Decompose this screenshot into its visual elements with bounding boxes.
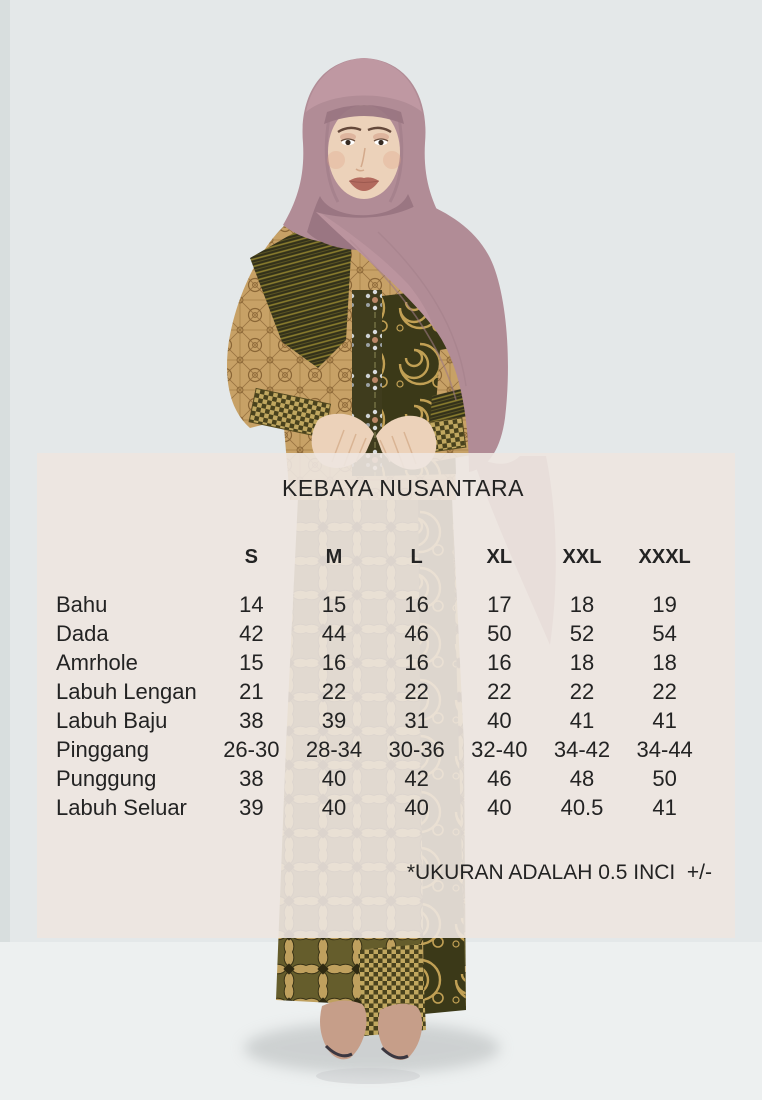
size-value: 16 <box>321 649 347 675</box>
size-value: 40 <box>404 794 429 820</box>
measurement-label: Labuh Baju <box>56 707 168 733</box>
size-value: 39 <box>321 707 347 733</box>
size-value: 16 <box>404 591 429 617</box>
size-value: 16 <box>404 649 429 675</box>
measurement-label: Amrhole <box>56 649 138 675</box>
column-header: L <box>410 546 423 568</box>
size-value: 16 <box>487 649 512 675</box>
size-value: 17 <box>487 591 512 617</box>
size-value: 22 <box>487 678 512 704</box>
size-value: 41 <box>652 707 677 733</box>
size-value: 40 <box>487 707 512 733</box>
size-value: 22 <box>652 678 677 704</box>
size-value: 40 <box>321 794 347 820</box>
size-value: 52 <box>569 620 595 646</box>
size-value: 39 <box>239 794 264 820</box>
column-header: XXL <box>562 546 602 568</box>
size-value: 19 <box>652 591 677 617</box>
size-value: 41 <box>652 794 677 820</box>
size-value: 21 <box>239 678 264 704</box>
size-value: 22 <box>321 678 347 704</box>
size-value: 15 <box>239 649 264 675</box>
size-value: 18 <box>569 591 595 617</box>
size-value: 44 <box>321 620 347 646</box>
size-value: 31 <box>404 707 429 733</box>
size-value: 14 <box>239 591 264 617</box>
size-table-header <box>40 543 706 572</box>
size-value: 15 <box>321 591 347 617</box>
size-value: 34-42 <box>553 736 611 762</box>
size-value: 38 <box>239 707 264 733</box>
size-value: 18 <box>652 649 677 675</box>
size-value: 38 <box>239 765 264 791</box>
column-header: XXXL <box>638 546 691 568</box>
size-value: 54 <box>652 620 677 646</box>
measurement-label: Bahu <box>56 591 108 617</box>
size-value: 34-44 <box>636 736 693 762</box>
column-header: M <box>325 546 343 568</box>
column-header: S <box>244 546 258 568</box>
size-value: 32-40 <box>471 736 528 762</box>
measurement-label: Punggung <box>56 765 157 791</box>
size-value: 50 <box>487 620 512 646</box>
size-value: 50 <box>652 765 677 791</box>
size-value: 46 <box>487 765 512 791</box>
size-value: 22 <box>404 678 429 704</box>
size-value: 41 <box>569 707 595 733</box>
size-value: 22 <box>569 678 595 704</box>
size-value: 26-30 <box>223 736 280 762</box>
size-table-body <box>40 590 706 822</box>
eyes <box>345 140 350 145</box>
measurement-label: Labuh Seluar <box>56 794 187 820</box>
chart-title: KEBAYA NUSANTARA <box>282 475 524 501</box>
size-value: 30-36 <box>388 736 445 762</box>
size-value: 48 <box>569 765 595 791</box>
measurement-label: Dada <box>56 620 109 646</box>
size-value: 46 <box>404 620 429 646</box>
measurement-label: Labuh Lengan <box>56 678 197 704</box>
size-value: 40 <box>487 794 512 820</box>
size-value: 40.5 <box>560 794 604 820</box>
size-value: 28-34 <box>305 736 363 762</box>
size-value: 18 <box>569 649 595 675</box>
size-value: 42 <box>404 765 429 791</box>
size-value: 42 <box>239 620 264 646</box>
tolerance-note: *UKURAN ADALAH 0.5 INCI +/- <box>406 861 712 884</box>
size-value: 40 <box>321 765 347 791</box>
column-header: XL <box>486 546 513 568</box>
measurement-label: Pinggang <box>56 736 149 762</box>
